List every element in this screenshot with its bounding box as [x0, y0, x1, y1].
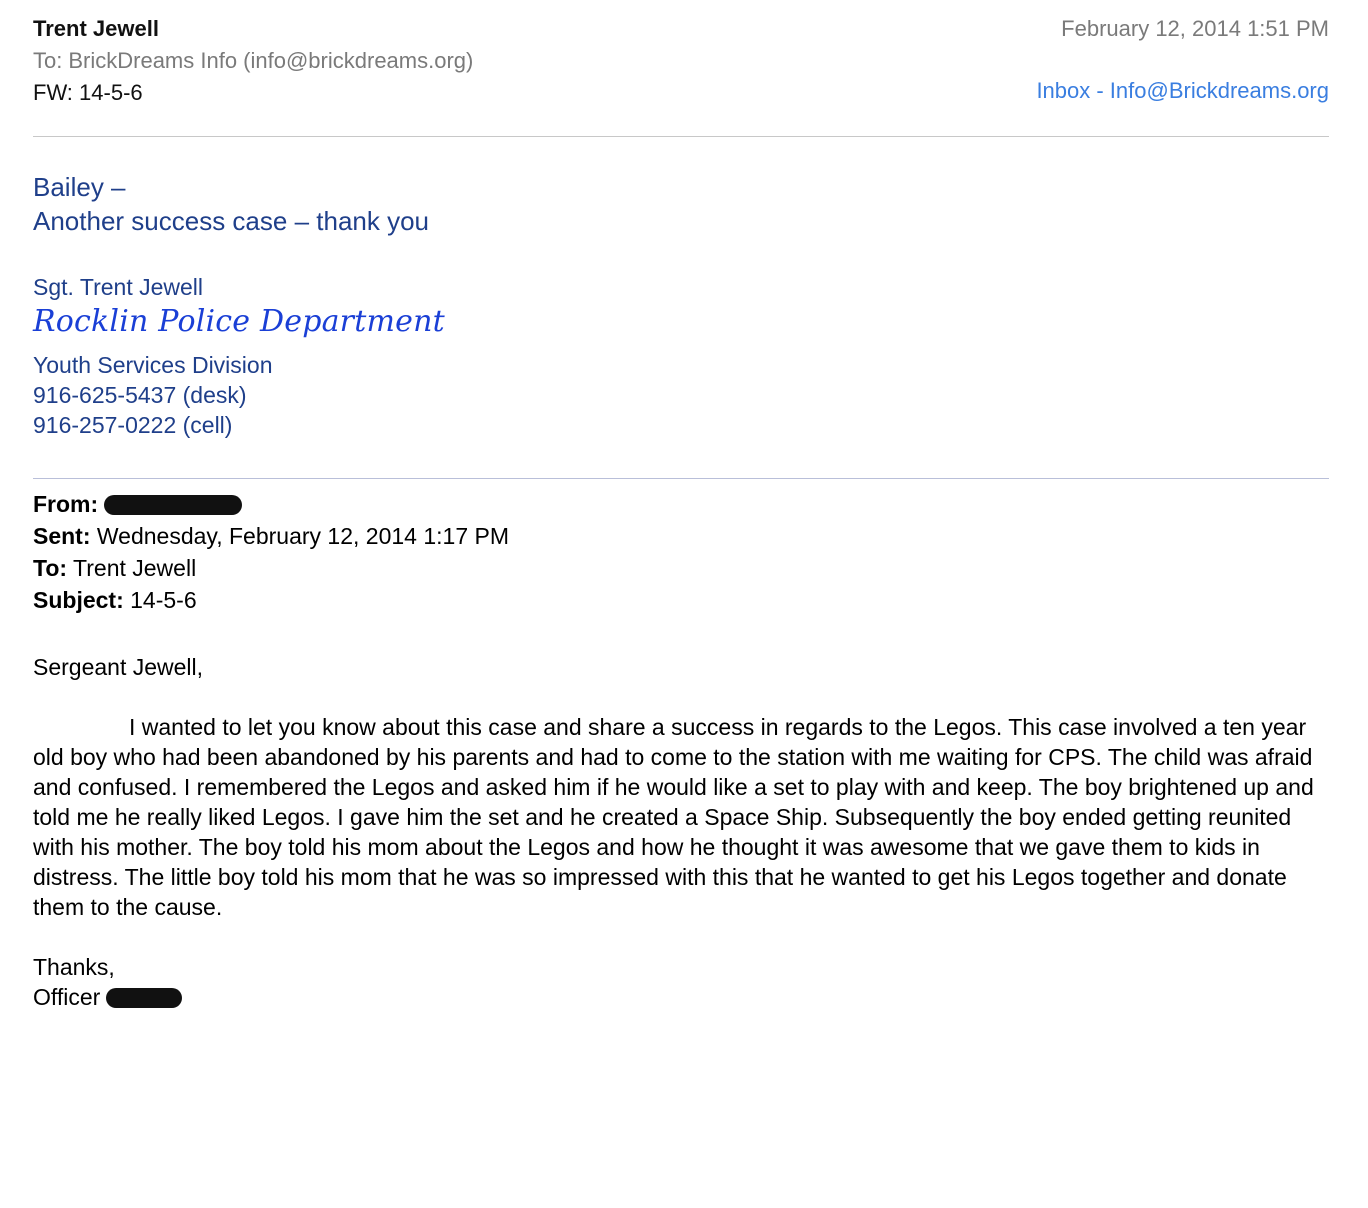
subject-label: Subject: [33, 587, 124, 613]
subject-line: FW: 14-5-6 [33, 80, 143, 105]
message-header [33, 14, 1329, 122]
mailbox-link[interactable]: Inbox - Info@Brickdreams.org [1036, 78, 1329, 103]
signature-name: Sgt. Trent Jewell [33, 274, 204, 300]
forwarded-to-label: To: [33, 555, 68, 581]
forwarded-body [33, 652, 1329, 1012]
header-divider [33, 136, 1329, 137]
sender-name[interactable]: Trent Jewell [33, 16, 159, 41]
recipient-line [33, 48, 473, 74]
reply-line-2: Another success case – thank you [33, 206, 430, 236]
forward-divider [33, 478, 1329, 479]
from-label: From: [33, 491, 99, 517]
redacted-officer-mark [106, 988, 182, 1008]
forwarded-subject [33, 584, 509, 616]
forwarded-header [33, 488, 509, 616]
forwarded-from [33, 488, 509, 520]
sent-label: Sent: [33, 523, 91, 549]
signature-cell-phone[interactable]: 916-257-0222 (cell) [33, 412, 233, 438]
reply-line-1: Bailey – [33, 172, 126, 202]
sent-value: Wednesday, February 12, 2014 1:17 PM [96, 523, 510, 549]
signature-division: Youth Services Division [33, 352, 273, 378]
closing: Thanks, [33, 954, 115, 980]
officer-label: Officer [33, 984, 101, 1010]
greeting: Sergeant Jewell, [33, 654, 204, 680]
redacted-sender-mark [104, 495, 242, 515]
forwarded-sent [33, 520, 509, 552]
message-date: February 12, 2014 1:51 PM [1061, 16, 1329, 41]
officer-signoff [33, 982, 1329, 1012]
forwarded-to-value: Trent Jewell [73, 555, 197, 581]
forwarded-to [33, 552, 509, 584]
to-label: To: [33, 48, 63, 73]
recipient-address[interactable]: BrickDreams Info (info@brickdreams.org) [68, 48, 474, 73]
body-paragraph: I wanted to let you know about this case and share a success in regards to the Legos. This case involved a ten year old boy who had been abandoned by his parents and had to come to the station with me waiting for CPS. The child was afraid and confused. I remembered the Legos and asked him if he would like a set to play with and keep. The boy brightened up and told me he really liked Legos. I gave him the set and he created a Space Ship. Subsequently the boy ended getting reunited with his mother. The boy told his mom about the Legos and how he thought it was awesome that we gave them to kids in distress. The little boy told his mom that he was so impressed with this that he wanted to get his Legos together and donate them to the cause. [33, 714, 1314, 920]
reply-message [33, 170, 429, 238]
signature-block [33, 272, 445, 440]
signature-organization: Rocklin Police Department [33, 304, 445, 339]
signature-desk-phone[interactable]: 916-625-5437 (desk) [33, 382, 247, 408]
subject-value: 14-5-6 [130, 587, 197, 613]
